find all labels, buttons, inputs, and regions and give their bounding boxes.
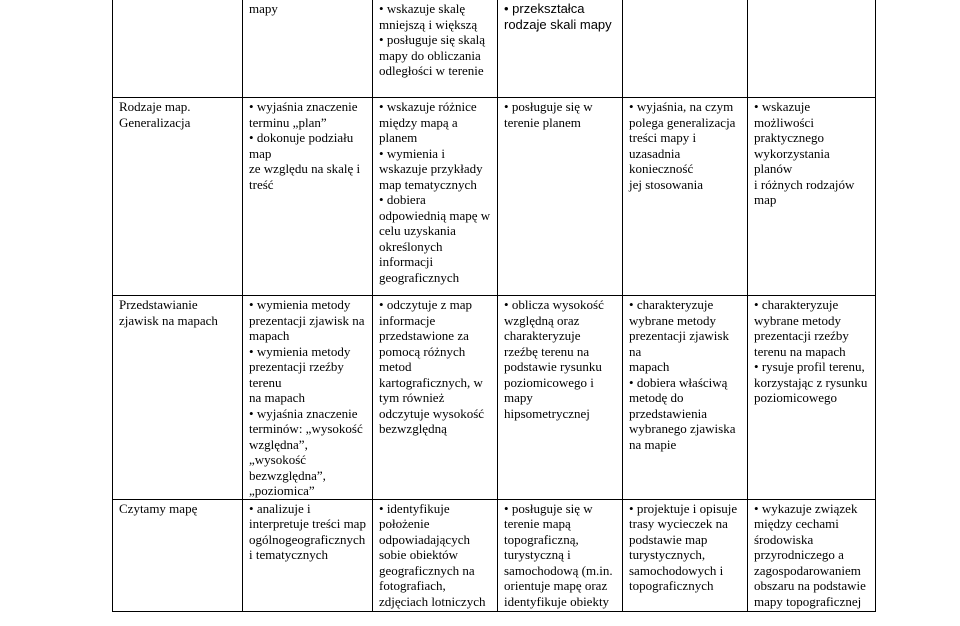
text-line: topograficzną, xyxy=(504,531,579,547)
text-line: treść xyxy=(249,176,274,192)
text-line: między cechami xyxy=(754,516,839,531)
text-line: ze względu na skalę i xyxy=(249,161,361,176)
text-line: identyfikuje obiekty xyxy=(504,593,610,609)
text-line: turystyczną i xyxy=(504,547,571,562)
text-line: terminu „plan” xyxy=(249,114,327,130)
text-line: między mapą a xyxy=(379,114,458,130)
text-line: prezentacji rzeźby xyxy=(754,328,849,343)
bullet-item: • rysuje profil terenu, xyxy=(754,359,870,375)
text-line: metodę do xyxy=(629,390,684,405)
cell-lines xyxy=(504,1,617,32)
text-line: tym również xyxy=(379,390,445,405)
text-line: ogólnogeograficznych xyxy=(249,531,366,547)
text-line: geograficznych xyxy=(379,269,460,285)
text-line: mapy topograficznej xyxy=(754,593,862,609)
text-line: odczytuje wysokość xyxy=(379,405,485,421)
text-line: podstawie map xyxy=(629,531,708,547)
text-line: przyrodniczego a xyxy=(754,547,844,562)
text-line: konieczność xyxy=(629,161,694,176)
text-line: informacji xyxy=(379,254,434,269)
cell-lines xyxy=(504,99,617,130)
bullet-item: • posługuje się skalą xyxy=(379,32,492,48)
cell-lines xyxy=(754,501,870,610)
text-line: odległości w terenie xyxy=(379,63,484,78)
table-cell xyxy=(373,296,498,500)
row-label: Przedstawianie zjawisk na mapach xyxy=(113,296,243,500)
bullet-item: • wyjaśnia, na czym xyxy=(629,99,742,115)
text-line: określonych xyxy=(379,238,443,254)
cell-lines xyxy=(504,501,617,610)
table-cell xyxy=(748,296,876,500)
text-line: mapy xyxy=(504,390,533,405)
text-line: zagospodarowaniem xyxy=(754,562,861,578)
table-cell xyxy=(748,0,876,98)
bullet-item: • odczytuje z map xyxy=(379,297,492,313)
text-line: wybrane metody xyxy=(754,312,842,328)
text-line: hipsometrycznej xyxy=(504,405,590,421)
text-line: odpowiednią mapę w xyxy=(379,207,491,223)
cell-lines xyxy=(629,501,742,594)
table-cell xyxy=(498,499,623,611)
text-line: map xyxy=(754,192,777,207)
text-line: przedstawione za xyxy=(379,328,469,343)
cell-lines xyxy=(249,1,367,17)
text-line: i różnych rodzajów xyxy=(754,176,855,192)
bullet-item: • identyfikuje xyxy=(379,501,492,517)
text-line: bezwzględną xyxy=(379,421,447,436)
text-line: przedstawienia xyxy=(629,405,707,421)
table-cell xyxy=(498,0,623,98)
bullet-item: • charakteryzuje xyxy=(629,297,742,313)
cell-lines xyxy=(249,501,367,563)
bullet-item: • charakteryzuje xyxy=(754,297,870,313)
cell-lines xyxy=(379,1,492,79)
bullet-item: • wskazuje skalę xyxy=(379,1,492,17)
text-line: i tematycznych xyxy=(249,547,329,562)
text-line: mniejszą i większą xyxy=(379,16,478,32)
text-line: uzasadnia xyxy=(629,145,681,161)
bullet-item: • posługuje się w xyxy=(504,501,617,517)
bullet-item: • dobiera xyxy=(379,192,492,208)
table-cell xyxy=(748,98,876,296)
text-line: interpretuje treści map xyxy=(249,516,366,531)
text-line: prezentacji rzeźby xyxy=(249,359,344,374)
text-line: charakteryzuje xyxy=(504,328,581,343)
text-line: map tematycznych xyxy=(379,176,477,192)
text-line: środowiska xyxy=(754,531,814,547)
cell-lines xyxy=(249,99,367,192)
text-line: terenu na mapach xyxy=(754,343,846,359)
text-line: korzystając z rysunku xyxy=(754,374,868,390)
text-line: podstawie rysunku xyxy=(504,359,602,374)
text-line: kartograficznych, w xyxy=(379,374,483,390)
table-cell xyxy=(373,98,498,296)
text-line: treści mapy i xyxy=(629,130,697,145)
table-row xyxy=(113,98,876,296)
text-line: samochodowych i xyxy=(629,562,724,578)
bullet-item: • wymienia metody xyxy=(249,297,367,313)
bullet-item: • dobiera właściwą xyxy=(629,375,742,391)
text-line: terenu xyxy=(249,374,282,390)
text-line: topograficznych xyxy=(629,578,714,593)
text-line: mapach xyxy=(249,328,290,343)
table-row xyxy=(113,499,876,611)
text-line: pomocą różnych xyxy=(379,343,466,359)
bullet-item: • wyjaśnia znaczenie xyxy=(249,406,367,422)
text-line: jej stosowania xyxy=(629,176,704,192)
cell-lines xyxy=(629,99,742,192)
text-line: map xyxy=(249,145,272,161)
text-line: poziomicowego i xyxy=(504,374,594,390)
table-cell xyxy=(623,499,748,611)
text-line: sobie obiektów xyxy=(379,547,459,562)
bullet-item: • wymienia metody xyxy=(249,344,367,360)
text-line: wybranego zjawiska xyxy=(629,421,736,436)
text-line: mapy do obliczania xyxy=(379,47,481,63)
text-line: terenie mapą xyxy=(504,516,571,531)
cell-lines xyxy=(249,297,367,499)
table-cell xyxy=(243,0,373,98)
row-label: Rodzaje map. Generalizacja xyxy=(113,98,243,296)
text-line: „poziomica” xyxy=(249,483,315,498)
text-line: poziomicowego xyxy=(754,390,838,405)
table-row xyxy=(113,296,876,500)
text-line: rzeźbę terenu na xyxy=(504,343,590,359)
table-cell xyxy=(373,0,498,98)
cell-lines xyxy=(629,297,742,452)
text-line: wybrane metody xyxy=(629,312,717,328)
text-line: prezentacji zjawisk na xyxy=(249,312,365,328)
text-line: turystycznych, xyxy=(629,547,706,562)
text-line: wskazuje przykłady xyxy=(379,161,483,176)
text-line: położenie xyxy=(379,516,430,531)
bullet-item: • projektuje i opisuje xyxy=(629,501,742,517)
text-line: względna”, „wysokość xyxy=(249,436,308,467)
cell-lines xyxy=(379,297,492,437)
table-cell xyxy=(243,499,373,611)
table-cell xyxy=(243,296,373,500)
bullet-item: • wyjaśnia znaczenie xyxy=(249,99,367,115)
cell-lines xyxy=(504,297,617,421)
text-line: geograficznych na xyxy=(379,562,475,578)
bullet-item: • wskazuje różnice xyxy=(379,99,492,115)
table-cell xyxy=(623,0,748,98)
text-line: metod xyxy=(379,359,412,374)
text-line: planem xyxy=(379,130,418,145)
cell-lines xyxy=(379,99,492,285)
bullet-item: • wskazuje możliwości xyxy=(754,99,870,130)
bullet-item: • posługuje się w xyxy=(504,99,617,115)
text-line: obszaru na podstawie xyxy=(754,578,866,593)
bullet-item: • wykazuje związek xyxy=(754,501,870,517)
text-line: trasy wycieczek na xyxy=(629,516,728,531)
text-line: względną oraz xyxy=(504,312,580,328)
cell-lines xyxy=(379,501,492,610)
text-line: mapach xyxy=(629,359,670,374)
text-line: zdjęciach lotniczych xyxy=(379,593,486,609)
bullet-item: • analizuje i xyxy=(249,501,367,517)
row-label xyxy=(113,0,243,98)
text-line: odpowiadających xyxy=(379,531,470,547)
bullet-item: • wymienia i xyxy=(379,146,492,162)
text-line: fotografiach, xyxy=(379,578,446,593)
table-row xyxy=(113,0,876,98)
text-line: mapy xyxy=(249,1,278,16)
requirements-table xyxy=(112,0,876,612)
bullet-item: • oblicza wysokość xyxy=(504,297,617,313)
table-cell xyxy=(498,98,623,296)
table-cell xyxy=(748,499,876,611)
cell-lines xyxy=(754,99,870,208)
table-cell xyxy=(623,98,748,296)
table-cell xyxy=(373,499,498,611)
text-line: bezwzględna”, xyxy=(249,467,326,483)
bullet-item: • przekształca xyxy=(504,1,617,17)
text-line: prezentacji zjawisk na xyxy=(629,328,729,359)
text-line: informacje xyxy=(379,312,436,328)
text-line: terenie planem xyxy=(504,114,581,130)
text-line: celu uzyskania xyxy=(379,223,456,238)
text-line: na mapach xyxy=(249,390,305,405)
text-line: orientuje mapę oraz xyxy=(504,578,608,593)
cell-lines xyxy=(754,297,870,406)
text-line: terminów: „wysokość xyxy=(249,421,363,436)
text-line: rodzaje skali mapy xyxy=(504,16,612,32)
text-line: na mapie xyxy=(629,436,677,452)
text-line: wykorzystania planów xyxy=(754,145,830,176)
table-cell xyxy=(498,296,623,500)
bullet-item: • dokonuje podziału xyxy=(249,130,367,146)
text-line: polega generalizacja xyxy=(629,114,736,130)
row-label: Czytamy mapę xyxy=(113,499,243,611)
table-cell xyxy=(623,296,748,500)
text-line: praktycznego xyxy=(754,130,825,145)
table-cell xyxy=(243,98,373,296)
text-line: samochodową (m.in. xyxy=(504,562,613,578)
